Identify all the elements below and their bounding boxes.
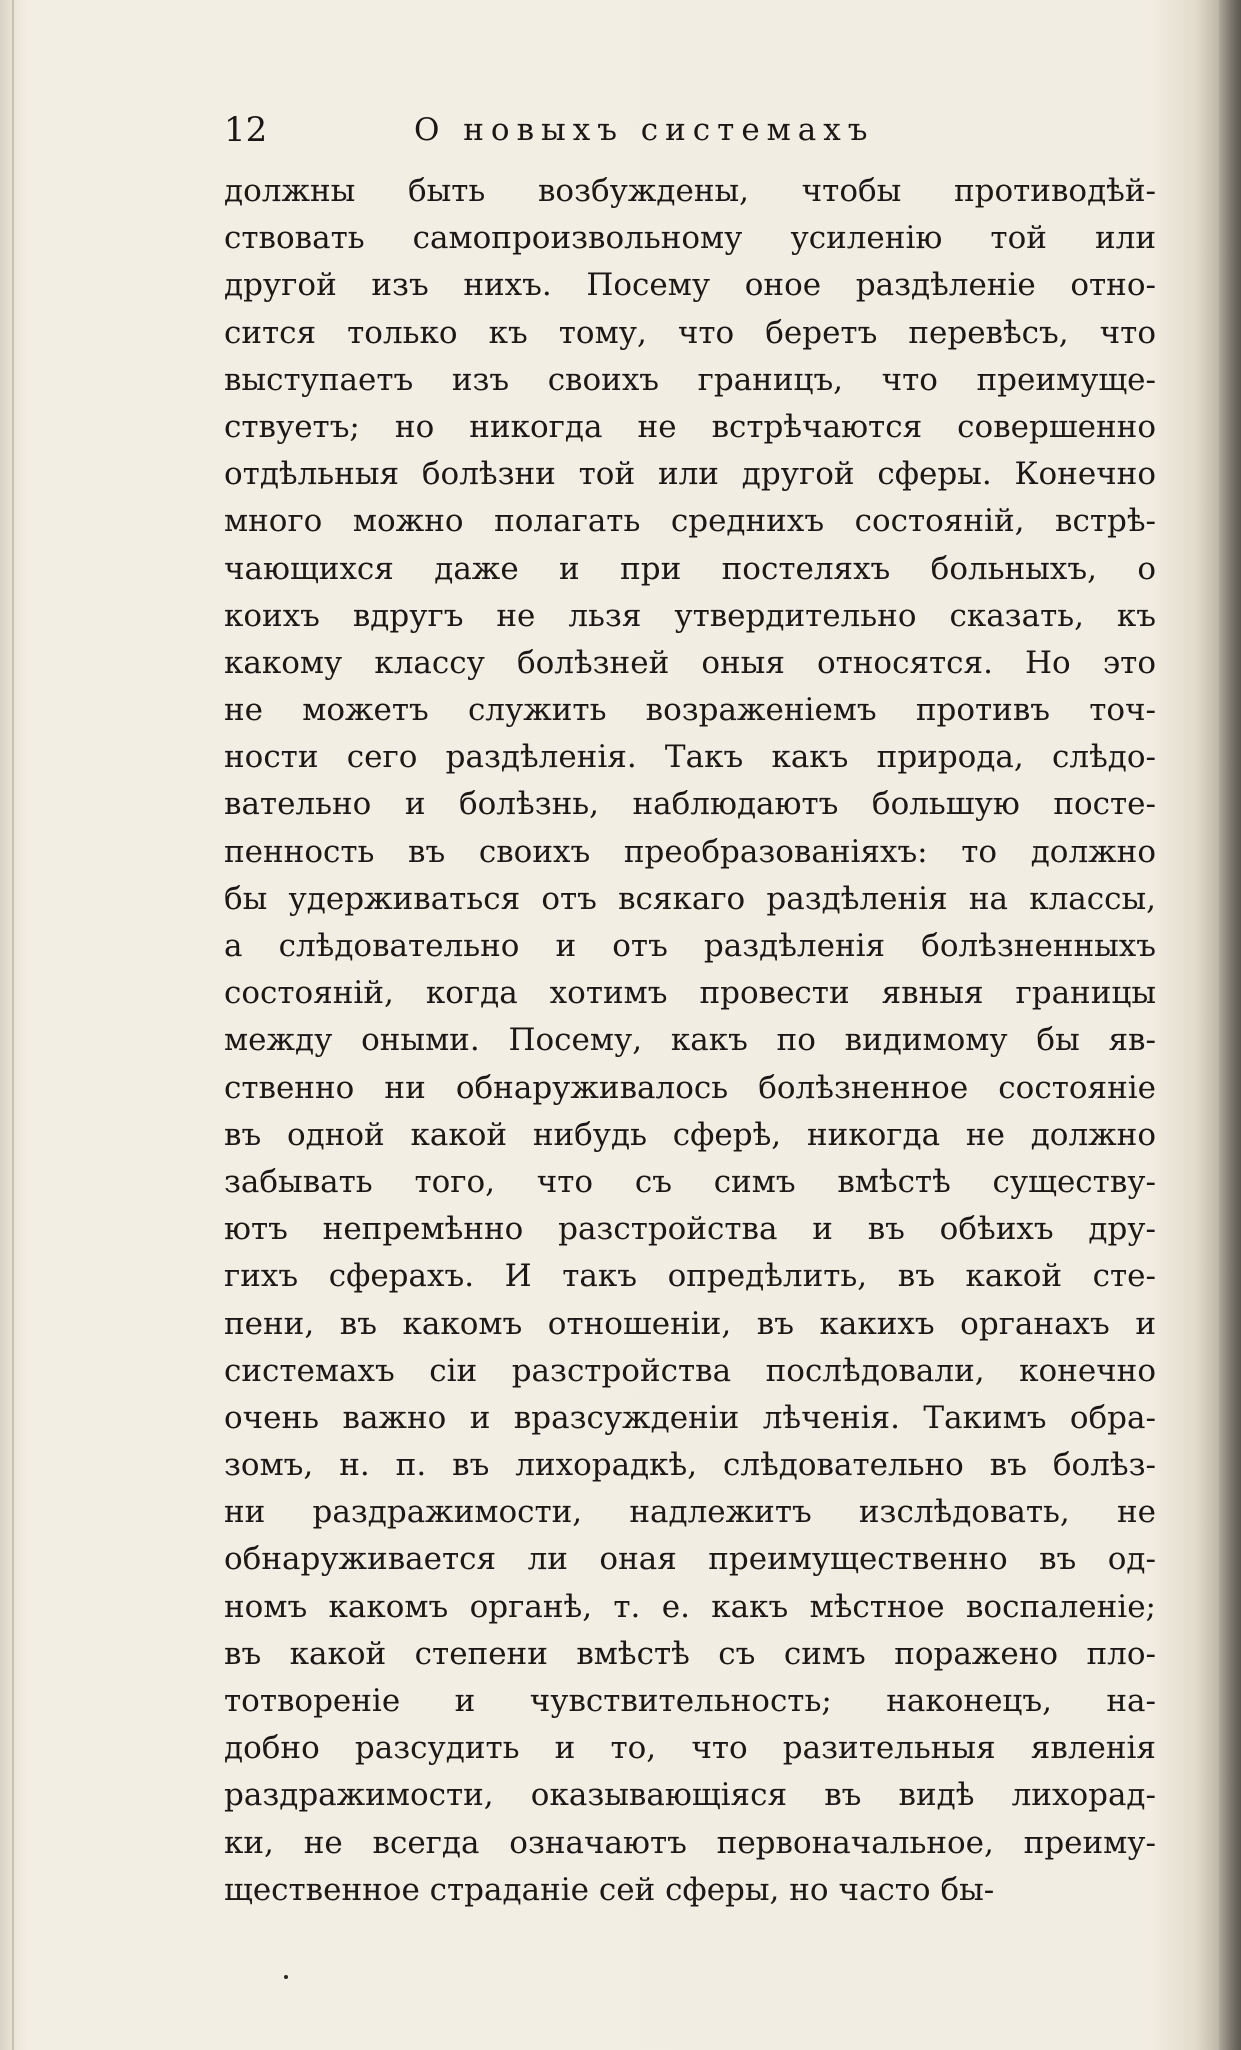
text-line: ки, не всегда означаютъ первоначальное, преиму-: [224, 1824, 1156, 1861]
text-line: не можетъ служить возраженіемъ противъ точ-: [224, 692, 1156, 729]
text-line: пени, въ какомъ отношеніи, въ какихъ органахъ и: [224, 1305, 1156, 1342]
text-line: забывать того, что съ симъ вмѣстѣ существу-: [224, 1163, 1156, 1200]
page-number: 12: [224, 110, 268, 150]
text-line: обнаруживается ли оная преимущественно въ од-: [224, 1541, 1156, 1578]
text-line: щественное страданіе сей сферы, но часто бы-: [224, 1871, 995, 1908]
text-line: очень важно и вразсужденіи лѣченія. Такимъ обра-: [224, 1399, 1156, 1436]
page-header: [224, 110, 984, 150]
text-line: а слѣдовательно и отъ раздѣленія болѣзненныхъ: [224, 928, 1156, 964]
text-line: состояній, когда хотимъ провести явныя границы: [224, 975, 1156, 1012]
text-line: пенность въ своихъ преобразованіяхъ: то должно: [224, 833, 1156, 870]
text-line: другой изъ нихъ. Посему оное раздѣленіе отно-: [224, 267, 1156, 304]
text-line: ствовать самопроизвольному усиленію той или: [224, 220, 1156, 257]
text-line: ни раздражимости, надлежитъ изслѣдовать, не: [224, 1494, 1156, 1531]
text-line: въ какой степени вмѣстѣ съ симъ поражено пло-: [224, 1635, 1156, 1672]
text-line: добно разсудить и то, что разительныя явленія: [224, 1730, 1156, 1767]
body-text: [224, 168, 1156, 1914]
text-line: бы удерживаться отъ всякаго раздѣленія на классы,: [224, 880, 1156, 917]
text-line: ютъ непремѣнно разстройства и въ обѣихъ дру-: [224, 1211, 1156, 1248]
text-line: много можно полагать среднихъ состояній, встрѣ-: [224, 503, 1156, 540]
text-line: номъ какомъ органѣ, т. е. какъ мѣстное воспаленіе;: [224, 1588, 1156, 1625]
page-gutter-shadow: [1219, 0, 1241, 2050]
text-line: зомъ, н. п. въ лихорадкѣ, слѣдовательно въ болѣз-: [224, 1447, 1156, 1484]
text-line: выступаетъ изъ своихъ границъ, что преимуще-: [224, 361, 1156, 398]
text-line: ствуетъ; но никогда не встрѣчаются совершенно: [224, 408, 1156, 445]
text-line: должны быть возбуждены, чтобы противодѣй-: [224, 173, 1156, 209]
text-line: какому классу болѣзней оныя относятся. Но это: [224, 644, 1156, 681]
text-line: гихъ сферахъ. И такъ опредѣлить, въ какой сте-: [224, 1258, 1156, 1295]
text-line: сится только къ тому, что беретъ перевѣсъ, что: [224, 314, 1156, 351]
page-left-edge: [12, 0, 14, 2050]
text-line: между оными. Посему, какъ по видимому бы яв-: [224, 1022, 1156, 1059]
running-head: О новыхъ системахъ: [414, 112, 875, 148]
text-line: вательно и болѣзнь, наблюдаютъ большую посте-: [224, 786, 1156, 823]
text-line: системахъ сіи разстройства послѣдовали, конечно: [224, 1352, 1156, 1389]
text-line: ственно ни обнаруживалось болѣзненное состояніе: [224, 1069, 1156, 1106]
text-line: въ одной какой нибудь сферѣ, никогда не должно: [224, 1116, 1156, 1153]
text-line: коихъ вдругъ не льзя утвердительно сказать, къ: [224, 597, 1156, 634]
ink-speck: [284, 1975, 288, 1979]
text-line: тотвореніе и чувствительность; наконецъ, на-: [224, 1683, 1156, 1719]
text-line: чающихся даже и при постеляхъ больныхъ, о: [224, 550, 1156, 587]
text-line: отдѣльныя болѣзни той или другой сферы. Конечно: [224, 456, 1156, 493]
text-line: ности сего раздѣленія. Такъ какъ природа, слѣдо-: [224, 739, 1156, 776]
text-line: раздражимости, оказывающіяся въ видѣ лихорад-: [224, 1777, 1156, 1814]
